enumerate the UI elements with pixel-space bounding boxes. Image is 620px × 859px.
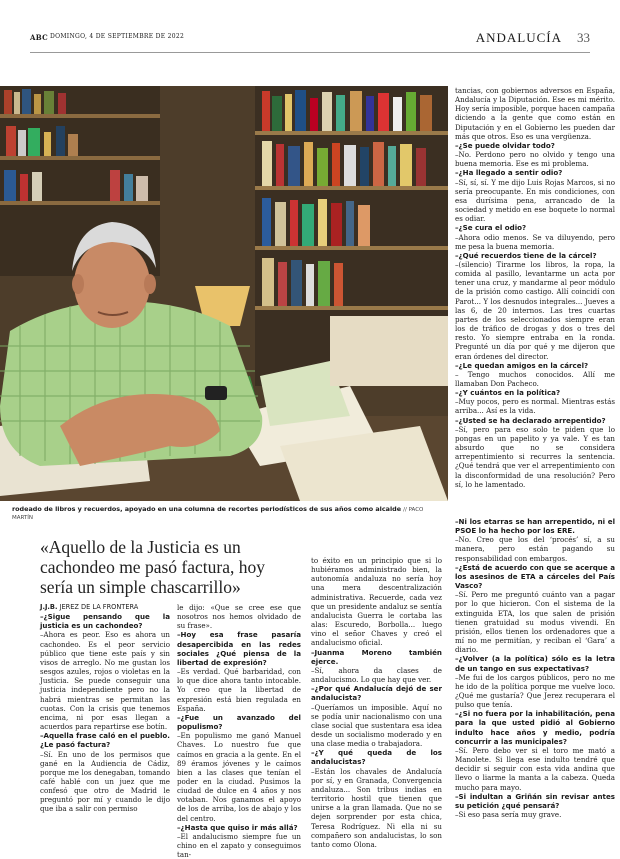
pull-quote: «Aquello de la Justicia es un cachondeo me pasó factura, hoy sería un simple chascarrillo» xyxy=(40,537,265,597)
page-number: 33 xyxy=(577,30,590,45)
interview-answer: –Están los chavales de Andalucía por sí, y en Granada, Convergencia andaluza... Son tribus indias en territorio hostil que tienen que unirse a la gran llamada. Que no se dejen sorprender por esta chica, Teresa Rodríguez. Ni ella ni su compañero son andalucistas, lo son tanto como Olona. xyxy=(311,766,442,849)
interview-answer: –Sí. Pero debo ver si el toro me mató a Manolete. Si llega ese indulto tendré que decidir si seguir con esta vida andina que llevo o liarme la manta a la cabeza. Queda mucho para mayo. xyxy=(455,745,615,792)
brand: ABC xyxy=(30,33,48,42)
interview-answer: –Ahora odio menos. Se va diluyendo, pero me pesa la buena memoria. xyxy=(455,232,615,251)
interview-question: –¿Hasta que quiso ir más allá? xyxy=(177,822,298,832)
interview-question: –¿Qué recuerdos tiene de la cárcel? xyxy=(455,250,597,260)
interview-answer: –Me fui de los cargos públicos, pero no me he ido de la política porque me vuelve loco. ¿Qué me gustaría? Que Jerez recuperara el pulso que tenía. xyxy=(455,672,615,710)
interview-question: –Si indultan a Griñán sin revisar antes su petición ¿qué pensará? xyxy=(455,791,615,810)
photo-credit: // PACO MARTÍN xyxy=(12,507,424,521)
issue-date: DOMINGO, 4 DE SEPTIEMBRE DE 2022 xyxy=(50,33,185,40)
interview-answer: tancias, con gobiernos adversos en España, Andalucía y la Diputación. Ese es mi mérito. Hoy sería imposible, porque hacen campaña diciendo a la gente que como están en Diputación y en el Gobierno les pueden dar más que otros. Eso es una vergüenza. xyxy=(455,86,615,141)
interview-answer: –Si eso pasa sería muy grave. xyxy=(455,810,562,819)
interview-question: –¿Usted se ha declarado arrepentido? xyxy=(455,415,606,425)
interview-answer: –En populismo me ganó Manuel Chaves. Lo nuestro fue que caímos en gracia a la gente. En el 89 éramos jóvenes y le caímos bien a las clases que tenían el poder en la ciudad. Pusimos la ciudad de dulce en 4 años y nos votaban. Nos ganamos el apoyo de los de arriba, los de abajo y los del centro. xyxy=(177,731,301,823)
interview-answer: –Queríamos un imposible. Aquí no se podía unir nacionalismo con una clase social que sustentara esa idea desde un socialismo moderado y en una clase media o trabajadora. xyxy=(311,702,442,749)
interview-question: –¿Fue un avanzado del populismo? xyxy=(177,712,301,732)
interview-answer: –(silencio) Tirarme los libros, la ropa, la comida al pasillo, levantarme un acta por tener una cruz, y mandarme al peor módulo de la prisión como castigo. Allí coincidí con Parot... Y los desnudos integrales... Jueves a las 6, de 20 internos. Las tres cuartas partes de los seleccionados siempre eran los de tráfico de drogas y dos o tres del resto. Yo siempre entraba en la ronda. Pregunté un día por qué y me dijeron que eran órdenes del director. xyxy=(455,259,615,361)
byline-author: J.J.B. xyxy=(40,603,58,611)
photo-illustration xyxy=(0,86,448,501)
interview-answer: –Es verdad. Qué barbaridad, con lo que dice ahora tanto intocable. Yo creo que la libertad de expresión está bien regulada en España. xyxy=(177,667,301,713)
interview-answer: –Muy pocos, pero es normal. Mientras estás arriba... Así es la vida. xyxy=(455,397,615,416)
column-right-top xyxy=(455,86,615,489)
interview-answer: –Ahora es peor. Eso es ahora un cachondeo. Es el peor servicio público que tiene este país y sin visos de arreglo. No me gustan los sesgos azules, rojos o violetas en la Justicia. Se puede conseguir una justicia independiente pero no la habrá mientras se permitan las cuotas. Con la crisis que tenemos encima, ni por esas llegan a acuerdos para repartirse ese botín. xyxy=(40,630,170,732)
interview-question: –¿Si no fuera por la inhabilitación, pena para la que usted pidió al Gobierno indulto hace años y medio, podría concurrir a las municipales? xyxy=(455,709,615,746)
column-2 xyxy=(177,603,301,859)
interview-answer: – Tengo muchos conocidos. Allí me llamaban Don Pacheco. xyxy=(455,369,615,388)
interview-answer: to éxito en un principio que si lo hubiéramos administrado bien, la autonomía andaluza no sería hoy una mera descentralización administrativa. Recuerde, cada vez que un presidente andaluz se sentía andalucista Guerra le cortaba las alas: Escuredo, Borbolla... luego vino el señor Chaves y creó el andalucismo oficial. xyxy=(311,556,442,648)
interview-answer: –Sí, pero para eso solo te piden que lo pongas en un papelito y ya vale. Y es tan absurdo que no se considera arrepentimiento si recurres la sentencia. ¿Qué tendrá que ver el arrepentimiento con la disconformidad de una resolución? Pero sí, lo he lamentado. xyxy=(455,424,615,489)
interview-answer: –El andalucismo siempre fue un chino en el zapato y conseguimos tan- xyxy=(177,831,301,859)
interview-answer: –Sí, ahora da clases de andalucismo. Lo que hay que ver. xyxy=(311,665,442,685)
interview-question: –¿Le quedan amigos en la cárcel? xyxy=(455,360,589,370)
interview-question: –¿Y qué queda de los andalucistas? xyxy=(311,748,442,767)
interview-question: –¿Por qué Andalucía dejó de ser andalucista? xyxy=(311,684,442,703)
section-name: ANDALUCÍA xyxy=(475,30,562,45)
interview-answer: –No. Creo que los del ‘procés’ sí, a su manera, pero están pagando su responsabilidad con embargos. xyxy=(455,535,615,563)
interview-question: –¿Sigue pensando que la justicia es un cachondeo? xyxy=(40,612,170,631)
byline xyxy=(40,603,170,612)
interview-question: –¿Y cuántos en la política? xyxy=(455,388,561,398)
column-1 xyxy=(40,603,170,814)
interview-question: –¿Se puede olvidar todo? xyxy=(455,140,555,150)
byline-place: JEREZ DE LA FRONTERA xyxy=(59,603,139,611)
interview-photo xyxy=(0,86,448,501)
interview-answer: –Sí. En uno de los permisos que gané en la Audiencia de Cádiz, porque me los denegaban, tomando café hablé con un juez que me confesó que otro de Madrid le preguntó por mí y cuando le dijo que iba a salir con permiso xyxy=(40,749,170,814)
interview-answer: le dijo: «Que se cree ese que nosotros nos hemos olvidado de su frase». xyxy=(177,603,301,631)
photo-caption xyxy=(12,505,442,521)
column-1-body xyxy=(40,612,170,813)
interview-question: –Juanma Moreno también ejerce. xyxy=(311,647,442,666)
interview-answer: –Sí. Pero me preguntó cuánto van a pagar por lo que hicieron. Con el sistema de la extinguida ETA, los que salen de prisión tienen gratuidad su modus vivendi. En prisión, ellos tienen los ordenadores que a mí no me permitían, y reciban el ‘Gara’ a diario. xyxy=(455,590,615,655)
interview-question: –¿Se cura el odio? xyxy=(455,223,527,233)
column-4 xyxy=(455,517,615,819)
header-rule xyxy=(30,52,590,53)
interview-answer: –No. Perdono pero no olvido y tengo una buena memoria. Ese es mi problema. xyxy=(455,150,615,169)
interview-question: –¿Ha llegado a sentir odio? xyxy=(455,168,563,178)
interview-question: –Aquella frase caló en el pueblo. ¿Le pasó factura? xyxy=(40,731,170,750)
interview-question: –Ni los etarras se han arrepentido, ni el PSOE lo ha hecho por los ERE. xyxy=(455,517,615,536)
column-3 xyxy=(311,556,442,849)
interview-answer: –Sí, sí, sí. Y me dijo Luis Rojas Marcos, si no sería preocupante. En mis condiciones, con esa durísima pena, arrancado de la sociedad y metido en ese boquete lo normal es odiar. xyxy=(455,177,615,224)
caption-text: rodeado de libros y recuerdos, apoyado en una columna de recortes periodísticos de sus años como alcalde xyxy=(12,505,402,513)
page-header xyxy=(30,30,590,52)
interview-question: –Hoy esa frase pasaría desapercibida en las redes sociales ¿Qué piensa de la libertad de expresión? xyxy=(177,630,301,667)
interview-question: –¿Está de acuerdo con que se acerque a los asesinos de ETA a cárceles del País Vasco? xyxy=(455,562,615,591)
interview-question: –¿Volver (a la política) sólo es la letra de un tango en sus expectativas? xyxy=(455,654,615,673)
